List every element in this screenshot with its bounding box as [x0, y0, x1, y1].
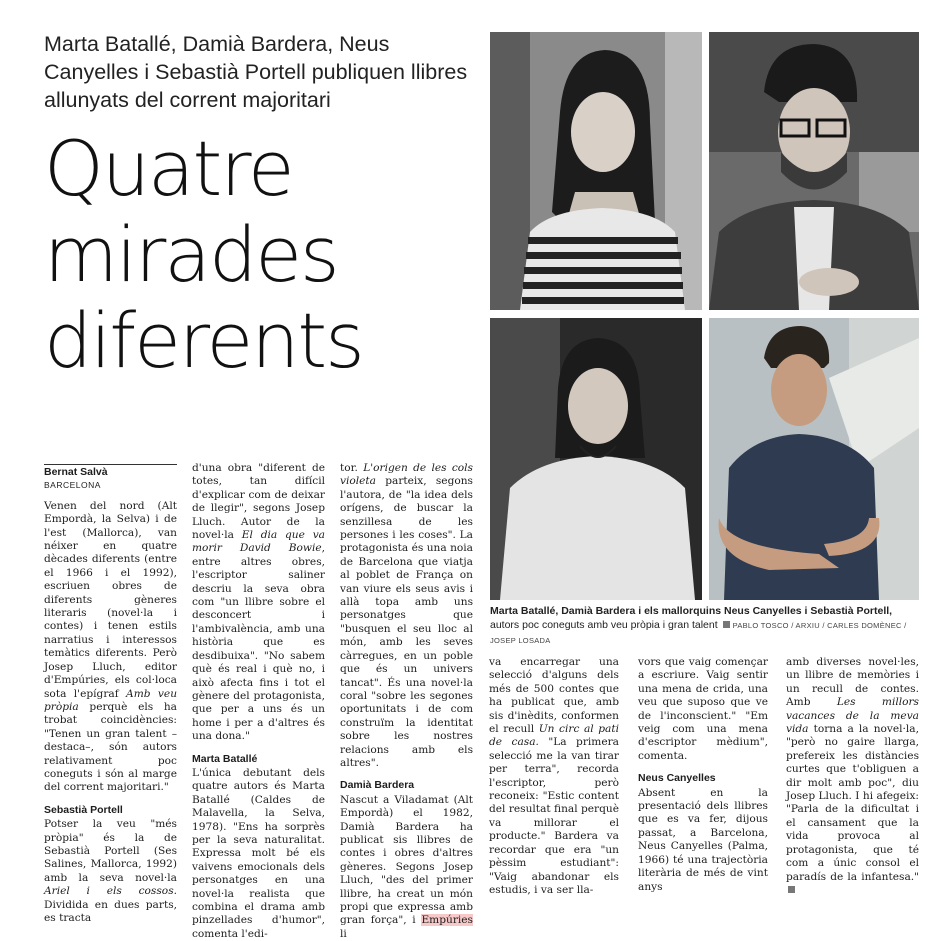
article-column-1 — [44, 464, 177, 925]
paragraph: vors que vaig començar a escriure. Vaig sentir una mena de crida, una veu que suposo que ve de l'inconscient." "Em veig com una mena d'escriptor mèdium", comenta. — [638, 656, 768, 762]
article-column-4 — [489, 656, 619, 897]
end-of-article-icon — [788, 886, 795, 893]
paragraph: Venen del nord (Alt Empordà, la Selva) i de l'est (Mallorca), van néixer en quatre dècades diferents (entre el 1966 i el 1992), escriuen obres de diferents gèneres literaris (novel·la i contes) i tenen estils narratius i interessos temàtics diferents. Però Josep Lluch, editor d'Empúries, els col·loca sota l'epígraf Amb veu pròpia perquè els ha trobat coincidències: "Tenen un gran talent –destaca–, són autors relativament poc coneguts i són al marge del corrent majoritari." — [44, 499, 178, 794]
headline-line-3: diferents — [44, 296, 363, 385]
article-headline — [44, 126, 484, 384]
paragraph: tor. L'origen de les cols violeta parteix, segons l'autora, de "la idea dels orígens, de buscar la senzillesa de les persones i les coses". La protagonista és una noia de Barcelona que viatja al poblet de França on van viure els seus avis i allà topa amb uns personatges que "busquen el seu lloc al món, amb les seves càrregues, en un poble que és un univers tancat". És una novel·la coral "sobre les segones oportunitats i de com construïm la identitat sobre les nostres relacions amb els altres". — [340, 462, 473, 769]
byline-author: Bernat Salvà — [44, 464, 177, 479]
article-column-5 — [638, 656, 768, 894]
article-column-6 — [786, 656, 919, 897]
subheading-sebastia-portell: Sebastià Portell — [44, 803, 123, 816]
article-column-2 — [192, 462, 325, 941]
caption-names: Marta Batallé, Damià Bardera i els mallorquins Neus Canyelles i Sebastià Portell, — [490, 605, 893, 617]
paragraph: amb diverses novel·les, un llibre de memòries i un recull de contes. Amb Les millors vacances de la meva vida torna a la novel·la, "però no gaire llarga, prefereix les distàncies curtes que t'obliguen a dir molt amb poc", diu Josep Lluch. I hi afegeix: "Parla de la dificultat i el cansament que la vida provoca al protagonista, que té com a únic consol el paradís de la infantesa." — [786, 656, 919, 897]
byline-city: BARCELONA — [44, 480, 101, 491]
photo-sebastia-portell — [709, 318, 919, 600]
paragraph: Nascut a Viladamat (Alt Empordà) el 1982, Damià Bardera ha publicat sis llibres de contes i obres d'altres gèneres. Segons Josep Lluch, "des del primer llibre, ha creat un món propi que expressa amb gran força", i Empúries li — [340, 793, 473, 940]
photo-marta-batalle — [490, 32, 702, 310]
subheading-marta-batalle: Marta Batallé — [192, 752, 258, 765]
caption-text: autors poc coneguts amb veu pròpia i gran talent — [490, 619, 718, 631]
paragraph: va encarregar una selecció d'alguns dels més de 500 contes que ha publicat que, amb sis d'inèdits, conformen el recull Un circ al pati de casa. "La primera selecció me la van tirar per terra", recorda l'escriptor, però reconeix: "Estic content del resultat final perquè va millorar el producte." Bardera va recordar que era "un pèssim estudiant": "Vaig abandonar els estudis, i va ser lla- — [489, 656, 620, 896]
article-subtitle: Marta Batallé, Damià Bardera, Neus Canyelles i Sebastià Portell publiquen llibres allunyats del corrent majoritari — [44, 32, 468, 112]
photo-damia-bardera — [709, 32, 919, 310]
paragraph: d'una obra "diferent de totes, tan difícil d'explicar com de deixar de llegir", segons Josep Lluch. Autor de la novel·la El dia que va morir David Bowie, entre altres obres, l'escriptor saliner descriu la seva obra com "un llibre sobre el desconcert i l'ambivalència, amb una història que es desdibuixa". "No sabem què és real i què no, i això afecta fins i tot el gènere del protagonista, que per a uns és un home i per a d'altres és una dona." — [192, 462, 325, 743]
paragraph: Absent en la presentació dels llibres que es va fer, dijous passat, a Barcelona, Neus Canyelles (Palma, 1966) té una trajectòria literària de més de vint anys — [638, 786, 768, 893]
paragraph: Potser la veu "més pròpia" és la de Sebastià Portell (Ses Salines, Mallorca, 1992) amb la seva novel·la Ariel i els cossos. Dividida en dues parts, es tracta — [44, 818, 177, 924]
photo-credit: PABLO TOSCO / ARXIU / CARLES DOMÈNEC / JOSEP LOSADA — [490, 621, 907, 645]
photo-caption — [490, 604, 920, 648]
subheading-neus-canyelles: Neus Canyelles — [638, 772, 716, 785]
highlighted-publisher: Empúries — [421, 914, 473, 927]
subheading-damia-bardera: Damià Bardera — [340, 779, 415, 792]
article-column-3 — [340, 462, 473, 941]
headline-line-1: Quatre — [44, 124, 293, 213]
photo-neus-canyelles — [490, 318, 702, 600]
headline-line-2: mirades — [44, 210, 338, 299]
end-square-icon — [723, 621, 730, 628]
paragraph: L'única debutant dels quatre autors és Marta Batallé (Caldes de Malavella, la Selva, 1978). "Ens ha sorprès per la seva naturalitat. Expressa molt bé els vaivens emocionals dels personatges en una novel·la realista que combina el drama amb pinzellades d'humor", comenta l'edi- — [192, 766, 325, 940]
